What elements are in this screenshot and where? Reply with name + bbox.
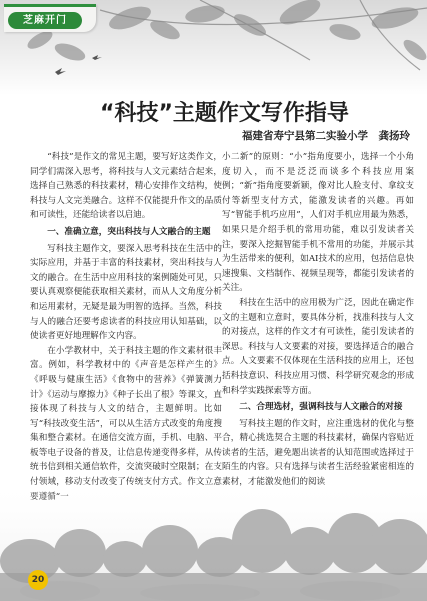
article-title: “科技”主题作文写作指导 bbox=[100, 101, 349, 126]
paragraph: 在小学教材中，关于科技主题的作文素材很丰富。例如，科学教材中的《声音是怎样产生的》《呼吸与健康生活》《食物中的营养》《弹簧测力计》《运动与摩擦力》《种子长出了根》等课文，直接体现了科技与人文的结合，主题鲜明。比如写“科技改变生活”，可以从生活方式改变的角度搜集和整合素材。在通信交流方面，手机、电脑、平板等电子设备的普及，让信息传递变得多样，从传统书信到相关通信软件，交流突破时空限制；在支 bbox=[30, 345, 222, 473]
paragraph: “科技”是作文的常见主题，要写好这类作文，同学们需深入思考，将科技与人文元素结合起来，选择自己熟悉的科技素材，精心安排作文结构，使科技与人文完美融合。这样不仅能提升作文的品质和可读性，还能给读者以启迪。 bbox=[30, 152, 222, 221]
paragraph: 写科技主题作文，要深入思考科技在生活中的实际应用，并基于丰富的科技素材，突出科技与人文的融合。在生活中应用科技的案例随处可见，只要认真观察便能获取相关素材，而从人文角度分析和运用素材，无疑是最为明智的选择。当然，科技与人的融合还要考虑读者的科技应用认知基础，以使读者更好地理解作文内容。 bbox=[30, 243, 222, 342]
tree-line-decoration bbox=[0, 481, 427, 601]
author-line: 福建省寿宁县第二实验小学 龚扬玲 bbox=[242, 130, 410, 142]
column-tag: 芝麻开门 bbox=[8, 12, 82, 29]
paragraph: 小二新”的原则：“小”指角度要小，选择一个小角度切入，而不是泛泛而谈多个科技应用案例；“新”指角度要新颖，像对比人脸支付、拿纹支付等新型支付方式，能激发读者的兴趣。再如写“智能手机巧应用”，人们对手机应用最为熟悉，如果只是介绍手机的常用功能，难以引发读者关注，要深入挖掘智能手机不常用的功能，并展示其为生活带来的便利，如AI技术的应用，包括信息快速搜集、文档制作、视频呈现等，都能引发读者的关注。 bbox=[222, 152, 414, 294]
left-column bbox=[30, 150, 222, 504]
section-heading: 二、合理选材，强调科技与人文融合的对接 bbox=[239, 402, 403, 413]
section-heading: 一、准确立意，突出科技与人文融合的主题 bbox=[47, 226, 211, 237]
page-number: 20 bbox=[28, 570, 48, 590]
column-tab bbox=[4, 4, 96, 32]
paragraph: 写科技主题的作文时，应注重选材的优化与整合，精心挑选契合主题的科技素材，确保内容贴近读者的生活，避免题出读者的认知范围或选择过于陌生的内容。只有选择与读者生活经验紧密相连的 bbox=[222, 418, 414, 473]
right-column bbox=[222, 150, 414, 490]
paragraph: 科技在生活中的应用极为广泛，因此在确定作文的主题和立意时，要具体分析，找准科技与人文的对接点，这样的作文才有可读性，能引发读者的深思。科技与人文要素的对接，要选择适合的融合点。人文要素不仅体现在生活科技的应用上，还包括科技意识、科技应用习惯、科学研究观念的形成和科学实践探索等方面。 bbox=[222, 297, 414, 396]
